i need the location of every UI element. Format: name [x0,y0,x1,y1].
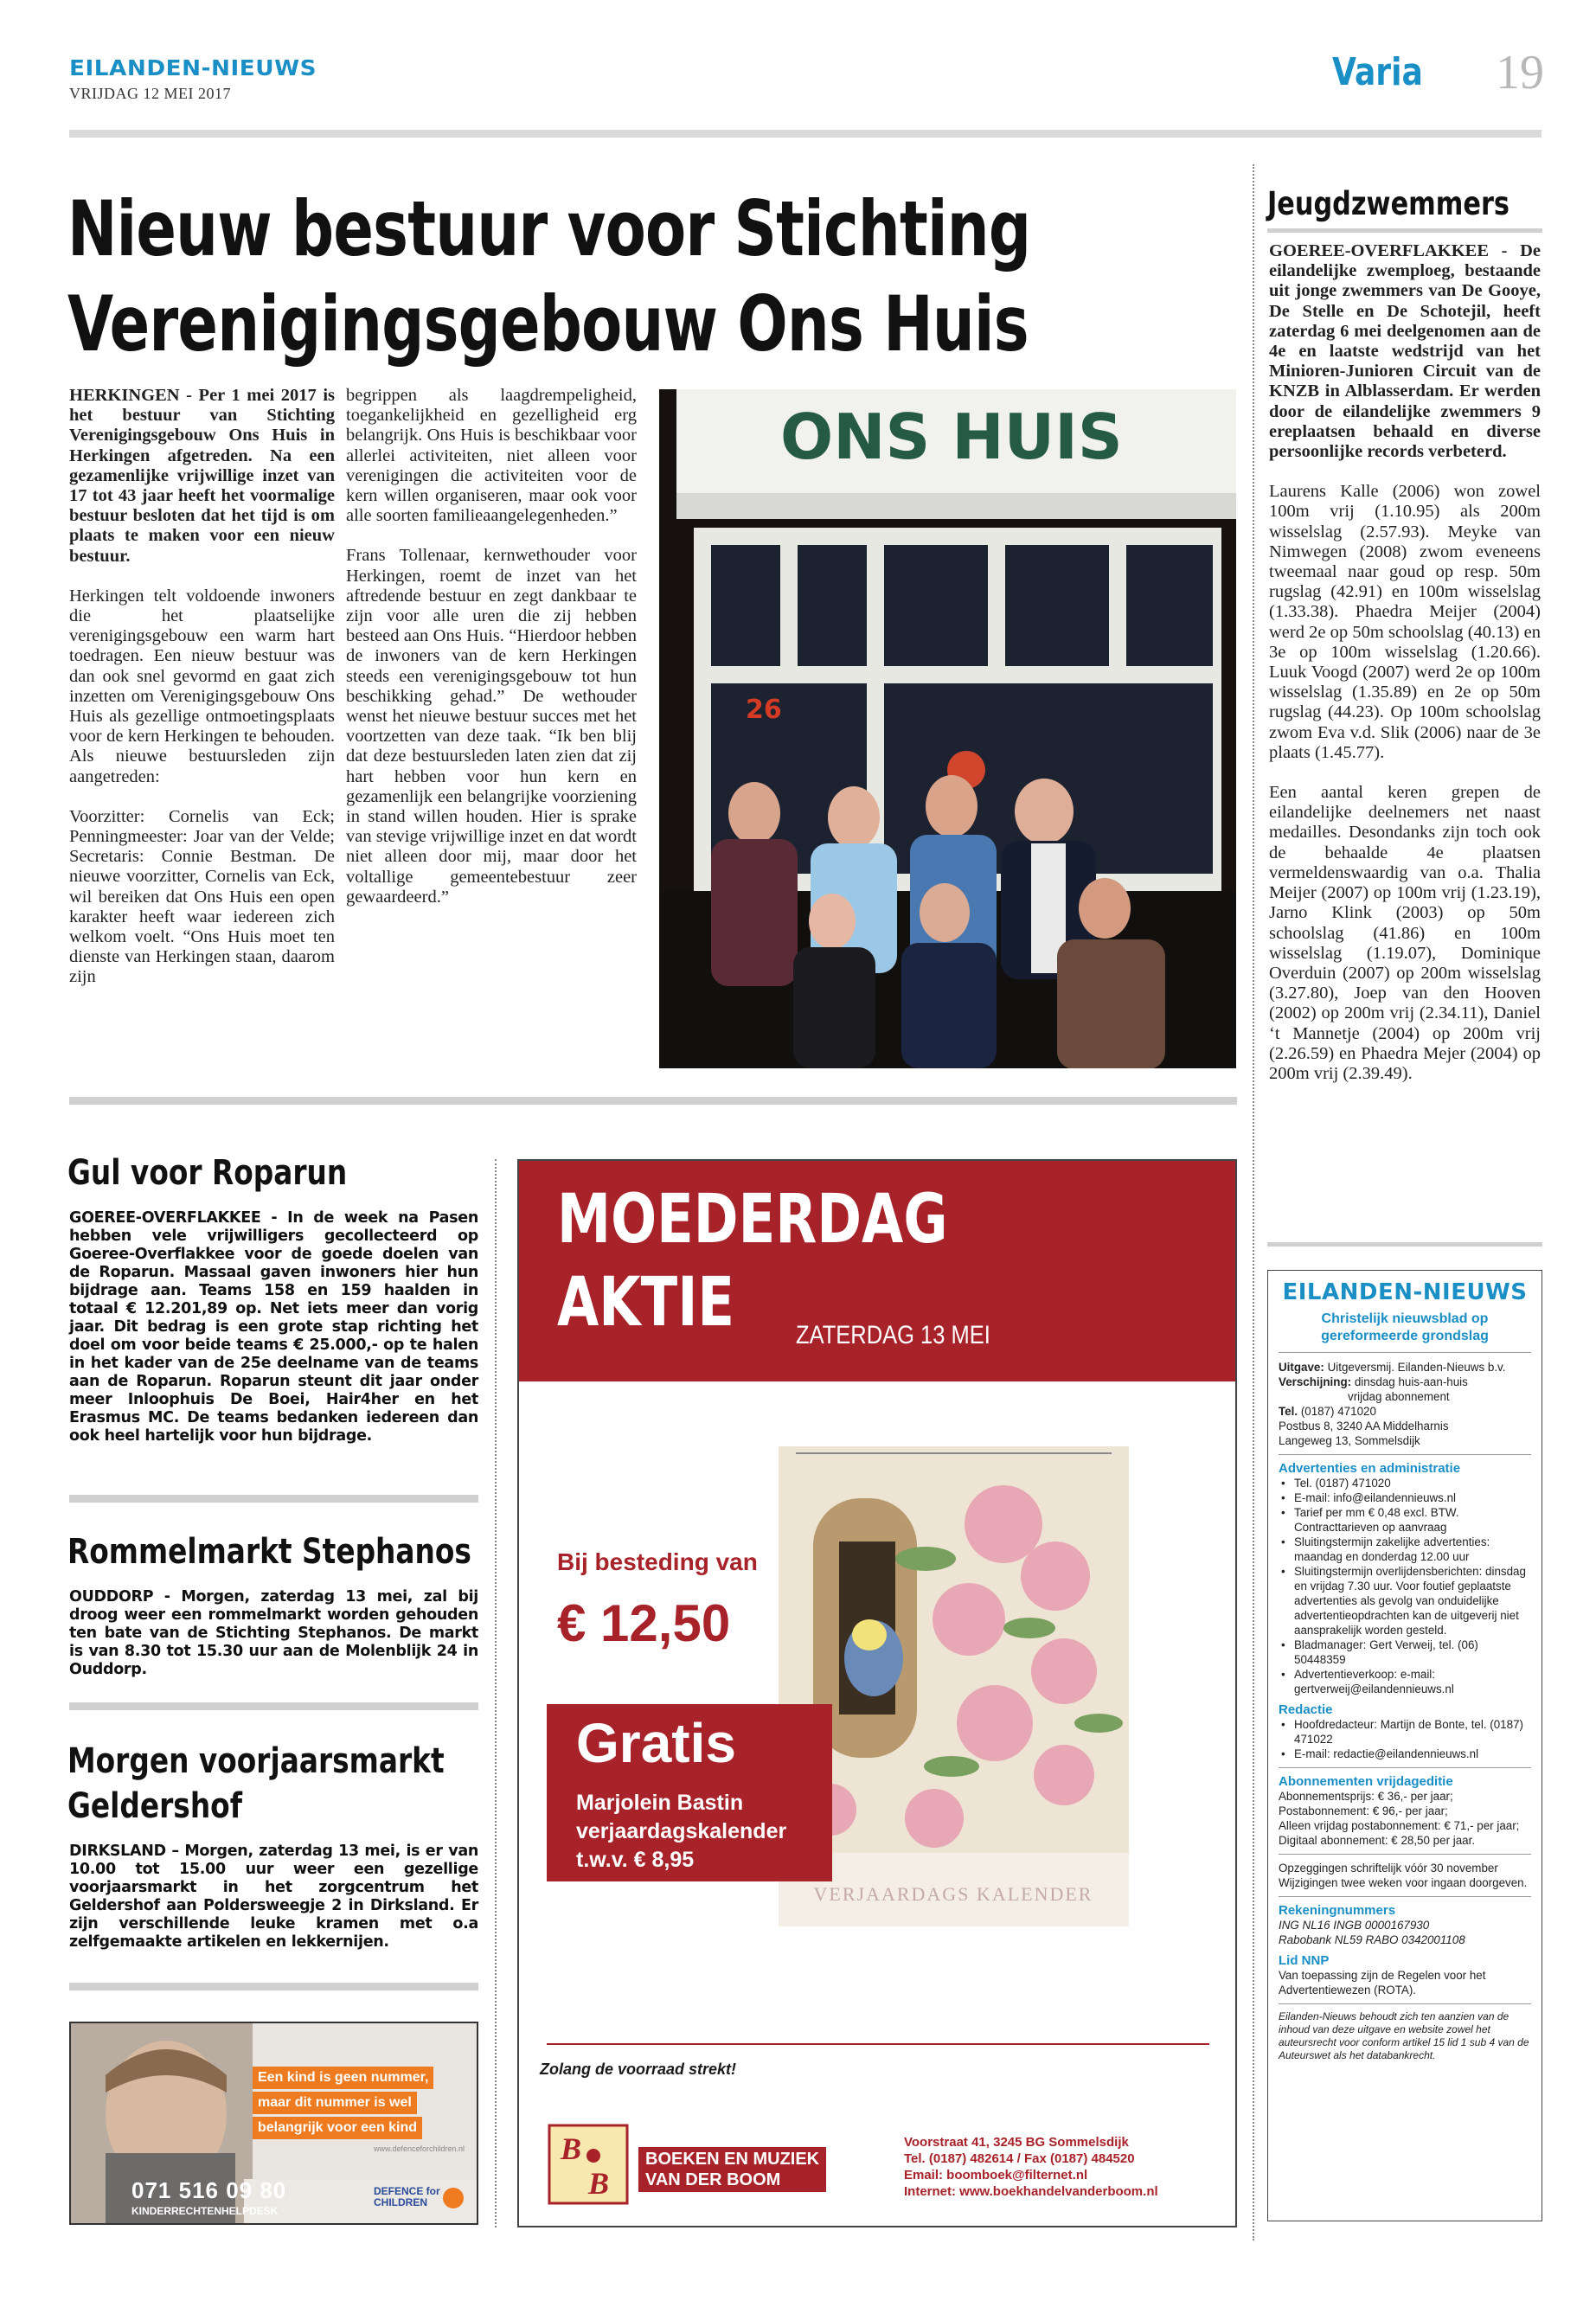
svg-text:B: B [561,2131,582,2166]
article-paragraph: Frans Tollenaar, kernwethouder voor Herkingen, roemt de inzet van het aftredende bestuur en zegt dankbaar te zijn voor alle uren die zij hebben besteed aan Ons Huis. “Hierdoor hebben de inwoners van de kern Herkingen steeds een verenigingsgebouw tot hun beschikking gehad.” De wethouder wenst het nieuwe bestuur succes met het voortzetten van deze taak. “Ik ben blij dat deze bestuursleden laten zien dat zij hart hebben voor hun kern en gezamenlijk een belangrijke voorziening in stand willen houden. Hier is sprake van stevige vrijwillige inzet en dat wordt niet alleen door mij, maar door het voltallige gemeentebestuur zeer gewaardeerd.” [346,546,637,907]
ad-defence-for-children[interactable] [69,2022,478,2225]
sidebar-rule [1267,228,1542,233]
sidebar-column [1269,241,1541,1104]
colophon-logo: EILANDEN-NIEUWS [1282,1279,1528,1305]
ad-children-phone: 071 516 09 80 [131,2177,287,2203]
colophon-heading: Abonnementen vrijdageditie [1279,1774,1453,1789]
colophon-tagline: Christelijk nieuwsblad op gereformeerde grondslag [1321,1311,1489,1343]
ad-children-brand: DEFENCE for CHILDREN [374,2185,440,2208]
article-paragraph: begrippen als laagdrempeligheid, toegankelijkheid en gezelligheid erg belangrijk. Ons Huis is beschikbaar voor allerlei activiteiten, niet alleen voor verenigingen die activiteiten voor de kern willen organiseren, maar ook voor alle soorten familieaangelegenheden.” [346,386,637,526]
colophon-rule [1267,1242,1542,1247]
brief-body: OUDDORP - Morgen, zaterdag 13 mei, zal bij droog weer een rommelmarkt worden gehouden ten bate van de Stichting Stephanos. De markt is van 8.30 tot 15.30 uur aan de Molenblijk 24 in Ouddorp. [69,1588,478,1678]
brief-body: GOEREE-OVERFLAKKEE - In de week na Pasen hebben vele vrijwilligers gecollecteerd op Goeree-Overflakkee voor de goede doelen van de Roparun. Massaal gaven inwoners hier hun bijdrage aan. Teams 158 en 159 haalden in totaal € 12.201,89 op. Net iets meer dan vorig jaar. Dit bedrag is een grote stap richting het doel om voor beide teams € 25.000,- op te halen in het kader van de 25e deelname van de teams aan de Roparun. Roparun steunt dit jaar onder meer Inloophuis De Boei, Hair4her en het Erasmus MC. De teams bedanken iedereen dan ook heel hartelijk voor hun bijdrage. [69,1209,478,1445]
article-paragraph: Herkingen telt voldoende inwoners die het plaatselijke verenigingsgebouw een warm hart toedragen. Een nieuw bestuur was dan ook snel gevormd en gaat zich inzetten om Verenigingsgebouw Ons Huis als gezellige ontmoetingsplaats voor de kern Herkingen te behouden. Als nieuwe bestuursleden zijn aangetreden: [69,586,335,786]
photo-sign-text: ONS HUIS [780,401,1123,473]
brief-rule [69,1983,478,1990]
page-number: 19 [1496,46,1544,99]
store-contact: Voorstraat 41, 3245 BG Sommelsdijk Tel. (0187) 482614 / Fax (0187) 484520 Email: boomboek@filternet.nl Internet: www.boekhandelvanderboom.nl [904,2135,1158,2199]
header-rule [69,130,1542,138]
ad-stock-note: Zolang de voorraad strekt! [540,2061,737,2078]
store-name: BOEKEN EN MUZIEK VAN DER BOOM [638,2147,826,2192]
colophon-heading: Redactie [1279,1702,1333,1717]
column-divider [495,1159,497,2227]
ad-children-message: Een kind is geen nummer, maar dit nummer is wel belangrijk voor een kind [253,2067,433,2139]
colophon-body: Uitgave: Uitgeversmij. Eilanden-Nieuws b.v. Verschijning: dinsdag huis-aan-huis vrijdag abonnement Tel. (0187) 471020 Postbus 8, 3240 AA Middelharnis Langeweg 13, Sommelsdijk Advertenties en administratie • Tel. (0187) 471020 • E-mail: info@eilandennieuws.nl • Tarief per mm € 0,48 excl. BTW. Contracttarieven op aanvraag • Sluitingstermijn zakelijke advertenties: maandag en donderdag 12.00 uur • Sluitingstermijn overlijdensberichten: dinsdag en vrijdag 7.30 uur. Voor foutief geplaatste advertenties als gevolg van onduidelijke advertentieopdrachten kan de uitgeverij niet aansprakelijk worden gesteld. • Bladmanager: Gert Verweij, tel. (06) 50448359 • Advertentieverkoop: e-mail: gertverweij@eilandennieuws.nl Redactie • Hoofdredacteur: Martijn de Bonte, tel. (0187) 471022 • E-mail: redactie@eilandennieuws.nl Abonnementen vrijdageditie Abonnementsprijs: € 36,- per jaar; Postabonnement: € 96,- per jaar; Alleen vrijdag postabonnement: € 71,- per jaar; Digitaal abonnement: € 28,50 per jaar. Opzeggingen schriftelijk vóór 30 november Wijzigingen twee weken voor ingaan doorgeven. Rekeningnummers ING NL16 INGB 0000167930 Rabobank NL59 RABO 0342001108 Lid NNP Van toepassing zijn de Regelen voor het Advertentiewezen (ROTA). Eilanden-Nieuws behoudt zich ten aanzien van de inhoud van deze uitgave en website zowel het auteursrecht voor conform artikel 15 lid 1 sub 4 van de Auteurswet als het databankrecht. [1279,1360,1531,2062]
issue-date: VRIJDAG 12 MEI 2017 [69,85,231,102]
brief-title: Gul voor Roparun [67,1153,348,1193]
sidebar-paragraph: Laurens Kalle (2006) won zowel 100m vrij (1.10.95) als 200m wisselslag (2.57.93). Meyke van Nimwegen (2008) zwom eveneens tweemaal naar goud op resp. 50m rugslag (42.91) en 100m wisselslag (1.33.38). Phaedra Meijer (2004) werd 2e op 50m schoolslag (40.13) en 3e op 100m wisselslag (1.20.66). Luuk Voogd (2007) werd 2e op 100m wisselslag (1.35.89) en 2e op 50m rugslag (44.23). Op 100m schoolslag zwom Eva v.d. Slik (2006) naar de 3e plaats (1.45.77). [1269,482,1541,762]
article-column-1 [69,386,335,1008]
ad-title: MOEDERDAG AKTIE [557,1181,948,1342]
section-rule [69,1097,1237,1105]
article-paragraph: Voorzitter: Cornelis van Eck; Penningmeester: Joar van der Velde; Secretaris: Connie Bestman. De nieuwe voorzitter, Cornelis van Eck, wil bereiken dat Ons Huis een open karakter heeft waar iedereen zich welkom voelt. “Ons Huis moet ten dienste van Herkingen staan, daarom zijn [69,806,335,987]
sidebar-lead: GOEREE-OVERFLAKKEE - De eilandelijke zwemploeg, bestaande uit jonge zwemmers van De Gooye, De Stelle en De Schotejil, heeft zaterdag 6 mei deelgenomen aan de 4e en laatste wedstrijd van het Minioren-Junioren Circuit van de KNZB in Alblasserdam. Er werden door de eilandelijke zwemmers 9 ereplaatsen behaald en diverse persoonlijke records verbeterd. [1269,241,1541,462]
photo-house-number: 26 [746,695,782,725]
colophon-heading: Rekeningnummers [1279,1903,1396,1918]
article-column-2 [346,386,637,927]
defence-logo-icon [443,2188,464,2208]
ad-spend-label: Bij besteding van [557,1548,758,1575]
ad-date: ZATERDAG 13 MEI [796,1321,990,1349]
calendar-title: VERJAARDAGS KALENDER [813,1883,1093,1905]
svg-text:B: B [588,2166,610,2201]
main-headline: Nieuw bestuur voor Stichting Verenigingsgebouw Ons Huis [67,184,1031,369]
store-logo-icon [545,2121,631,2208]
colophon-heading: Lid NNP [1279,1953,1330,1968]
brief-title: Rommelmarkt Stephanos [67,1532,471,1572]
brief-rule [69,1495,478,1503]
masthead-logo: EILANDEN-NIEUWS [69,55,317,80]
ad-free-box: Gratis Marjolein Bastin verjaardagskalender t.w.v. € 8,95 [547,1704,832,1881]
colophon-heading: Advertenties en administratie [1279,1461,1461,1476]
colophon-box [1267,1270,1542,2221]
ad-children-url[interactable]: www.defenceforchildren.nl [374,2144,465,2153]
ad-divider [547,2043,1209,2045]
ad-moederdag[interactable] [517,1159,1237,2227]
brief-body: DIRKSLAND – Morgen, zaterdag 13 mei, is er van 10.00 tot 15.00 uur weer een gezellige voorjaarsmarkt in het zorgcentrum het Geldershof aan Poldersweegje 2 in Dirksland. Er zijn verschillende leuke kramen met o.a zelfgemaakte artikelen en lekkernijen. [69,1843,478,1951]
ad-spend-amount: € 12,50 [557,1594,731,1652]
section-title: Varia [1332,50,1423,94]
brief-title: Morgen voorjaarsmarkt Geldershof [67,1741,445,1826]
article-lead: HERKINGEN - Per 1 mei 2017 is het bestuur van Stichting Verenigingsgebouw Ons Huis in Herkingen afgetreden. Na een gezamenlijke vrijwillige inzet van 17 tot 43 jaar heeft het voormalige bestuur besloten dat het tijd is om plaats te maken voor een nieuw bestuur. [69,386,335,566]
ad-children-helpdesk: KINDERRECHTENHELPDESK [131,2205,279,2217]
sidebar-paragraph: Een aantal keren grepen de eilandelijke deelnemers net naast medailles. Desondanks zijn toch ook de behaalde 4e plaatsen vermeldenswaardig van o.a. Thalia Meijer (2007) op 100m vrij (1.23.19), Jarno Klink (2003) op 50m schoolslag (41.86) en 100m wisselslag (1.19.07), Dominique Overduin (2007) op 200m wisselslag (3.27.80), Joep van den Hooven (2002) op 200m vrij (2.34.11), Daniel ‘t Mannetje (2004) op 200m vrij (2.26.59) en Phaedra Mejer (2004) op 200m vrij (2.39.49). [1269,783,1541,1083]
sidebar-title: Jeugdzwemmers [1267,185,1510,222]
article-photo [659,389,1236,1068]
column-divider [1253,164,1254,2240]
brief-rule [69,1702,478,1710]
